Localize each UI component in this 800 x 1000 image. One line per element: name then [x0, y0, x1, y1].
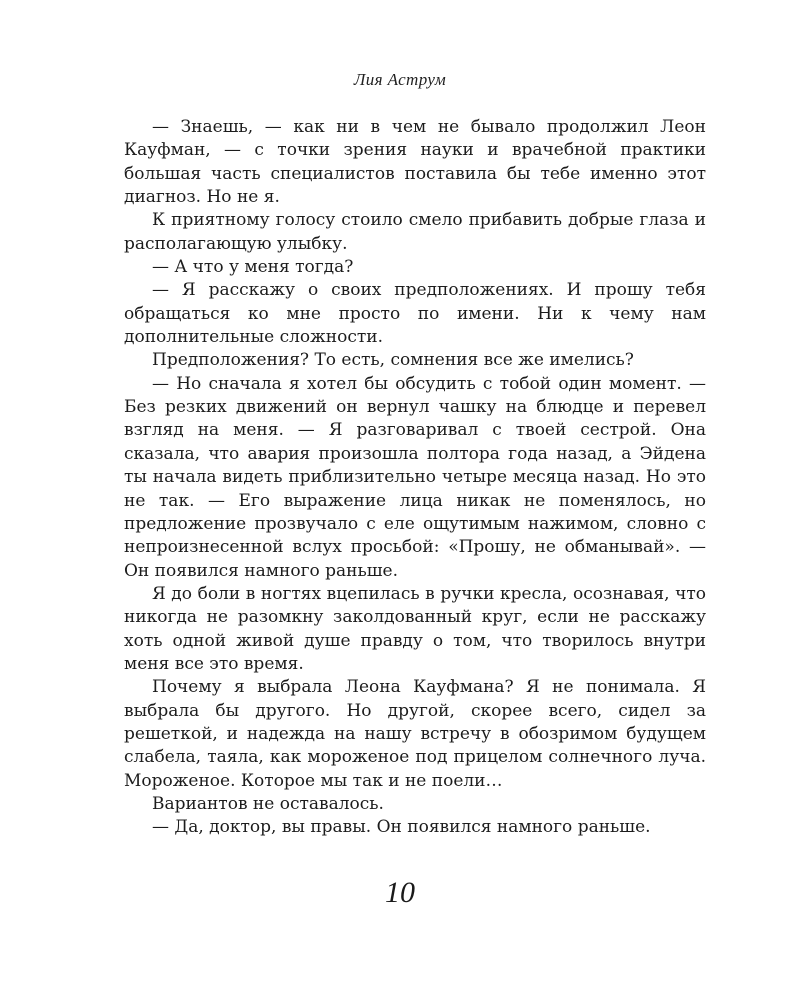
paragraph: — Да, доктор, вы правы. Он появился намного раньше.: [152, 817, 651, 838]
running-head: Лия Аструм: [353, 70, 447, 89]
paragraph: Вариантов не оставалось.: [152, 793, 384, 814]
paragraph: Почему я выбрала Леона Кауфмана? Я не понимала. Я выбрала бы другого. Но другой, скорее всего, сидел за решеткой, и надежда на нашу встречу в обозримом будущем слабела, таяла, как мороженое под прицелом солнечного луча. Мороженое. Которое мы так и не поели…: [124, 677, 706, 791]
paragraph: Предположения? То есть, сомнения все же имелись?: [152, 350, 634, 371]
paragraph: — Знаешь, — как ни в чем не бывало продолжил Леон Кауфман, — с точки зрения науки и врачебной практики большая часть специалистов поставила бы тебе именно этот диагноз. Но не я.: [124, 117, 706, 208]
paragraph: — Я расскажу о своих предположениях. И прошу тебя обращаться ко мне просто по имени. Ни к чему нам дополнительные сложности.: [124, 280, 706, 348]
paragraph: К приятному голосу стоило смело прибавить добрые глаза и располагающую улыбку.: [124, 210, 706, 254]
body-text: [124, 116, 706, 840]
paragraph: — Но сначала я хотел бы обсудить с тобой один момент. — Без резких движений он вернул чашку на блюдце и перевел взгляд на меня. — Я разговаривал с твоей сестрой. Она сказала, что авария произошла полтора года назад, а Эйдена ты начала видеть приблизительно четыре месяца назад. Но это не так. — Его выражение лица никак не поменялось, но предложение прозвучало с еле ощутимым нажимом, словно с непроизнесенной вслух просьбой: «Прошу, не обманывай». — Он появился намного раньше.: [124, 373, 706, 581]
paragraph: — А что у меня тогда?: [152, 257, 354, 278]
paragraph: Я до боли в ногтях вцепилась в ручки кресла, осознавая, что никогда не разомкну заколдованный круг, если не расскажу хоть одной живой душе правду о том, что творилось внутри меня все это время.: [124, 583, 706, 674]
page-number: 10: [385, 876, 415, 909]
